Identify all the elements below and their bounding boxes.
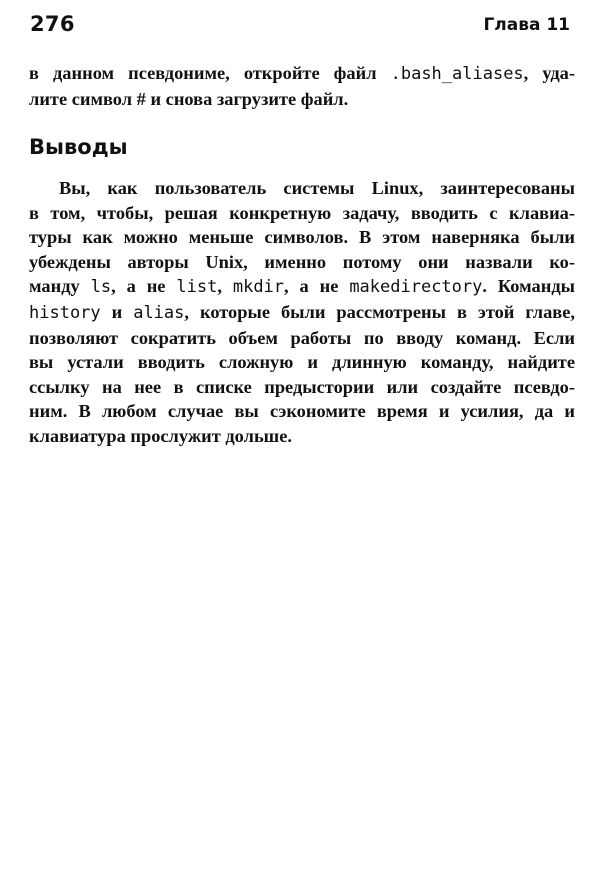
section-heading: Выводы — [29, 135, 128, 159]
text-line: позволяют сократить объем работы по вводу команд. Если — [29, 327, 575, 348]
text-line: в данном псевдониме, откройте файл .bash_aliases, уда- — [29, 63, 576, 84]
running-header — [30, 12, 570, 40]
code-ls: ls — [90, 277, 112, 298]
continuation-paragraph — [29, 61, 575, 111]
text-line: туры как можно меньше символов. В этом наверняка были — [29, 227, 575, 248]
summary-paragraph — [29, 176, 575, 449]
text-line: в том, чтобы, решая конкретную задачу, вводить с клавиа- — [29, 202, 575, 223]
text-line: ссылку на нее в списке предыстории или создайте псевдо- — [29, 376, 575, 397]
code-history: history — [29, 302, 101, 323]
text-line: вы устали вводить сложную и длинную команду, найдите — [29, 352, 575, 373]
text-line: лите символ # и снова загрузите файл. — [29, 88, 349, 109]
chapter-title: Глава 11 — [483, 15, 570, 35]
code-makedirectory: makedirectory — [349, 277, 483, 298]
text-line: клавиатура прослужит дольше. — [29, 425, 292, 446]
text-line: history и alias, которые были рассмотрены в этой главе, — [29, 301, 575, 323]
page-number: 276 — [30, 12, 75, 36]
text-line: Вы, как пользователь системы Linux, заинтересованы — [59, 178, 575, 198]
code-alias: alias — [133, 302, 185, 323]
code-list: list — [176, 277, 218, 298]
text-line: убеждены авторы Unix, именно потому они назвали ко- — [29, 251, 575, 272]
code-bash-aliases: .bash_aliases — [390, 64, 524, 84]
text-line: ним. В любом случае вы сэкономите время и усилия, да и — [29, 401, 575, 422]
text-line: манду ls, а не list, mkdir, а не makedirectory. Команды — [29, 276, 575, 298]
code-mkdir: mkdir — [232, 277, 285, 298]
